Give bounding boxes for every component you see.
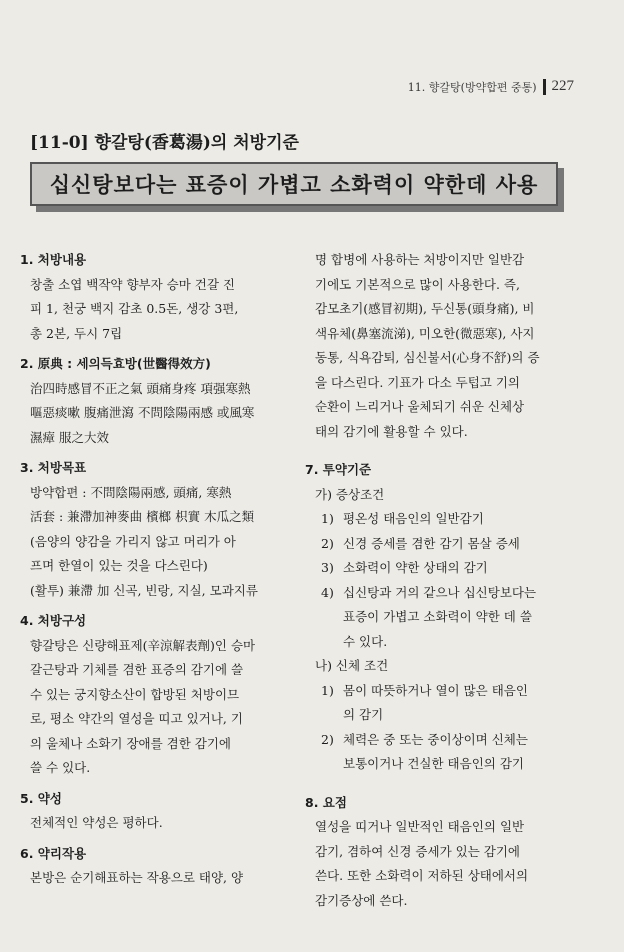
heading-dosage-criteria: 7. 투약기준 [305,462,372,477]
property-body: 전체적인 약성은 평하다. [30,815,163,830]
subheading-symptoms: 가) 증상조건 [315,486,385,502]
left-column [20,242,290,891]
section-title: [11-0] 향갈탕(香葛湯)의 처방기준 [30,133,299,153]
list-item: 4) 십신탕과 거의 같으나 십신탕보다는 표증이 가볍고 소화력이 약한 데 쓸 수 있다. [321,584,537,649]
list-item: 3) 소화력이 약한 상태의 감기 [321,560,488,575]
pharmacology-body: 본방은 순기해표하는 작용으로 태양, 양 [30,870,244,885]
banner-title: 십신탕보다는 표증이 가볍고 소화력이 약한데 사용 [30,162,558,206]
key-points-body: 열성을 띠거나 일반적인 태음인의 일반 감기, 겸하여 신경 증세가 있는 감기에 쓴다. 또한 소화력이 저하된 상태에서의 감기증상에 쓴다. [315,819,529,908]
heading-pharmacology: 6. 약리작용 [20,845,87,861]
divider-bar [543,79,546,95]
pharmacology-continued: 명 합병에 사용하는 처방이지만 일반감 기에도 기본적으로 많이 사용한다. 즉, 감모초기(感冒初期), 두신통(頭身痛), 비 색유체(鼻塞流涕), 미오한(微惡寒), 사지 동통, 식욕감퇴, 심신불서(心身不舒)의 증 을 다스린다. 기표가 다소 두텁고 기의 순환이 느리거나 울체되기 쉬운 신체상 태의 감기에 활용할 수 있다. [315,252,540,439]
heading-composition: 4. 처방구성 [20,613,87,628]
source-body: 治四時感冒不正之氣 頭痛身疼 項强寒熱 嘔惡痰嗽 腹痛泄瀉 不問陰陽兩感 或風寒 濕瘴 服之大效 [30,380,255,445]
composition-body: 향갈탕은 신량해표제(辛涼解表劑)인 승마 갈근탕과 기체를 겸한 표증의 감기에 쓸 수 있는 궁지향소산이 합방된 처방이므 로, 평소 약간의 열성을 띠고 있거나, 기 의 울체나 소화기 장애를 겸한 감기에 쓸 수 있다. [30,637,256,775]
chapter-label: 11. 향갈탕(방약합편 중통) [407,80,537,94]
body-condition-list [305,679,583,777]
heading-prescription: 1. 처방내용 [20,252,87,267]
list-item: 1) 평온성 태음인의 일반감기 [321,511,484,526]
page-number: 227 [551,78,574,94]
list-item: 2) 신경 증세를 겸한 감기 몸살 증세 [321,535,520,551]
heading-key-points: 8. 요점 [305,794,347,810]
prescription-body: 창출 소엽 백작약 향부자 승마 건갈 진 피 1, 천궁 백지 감초 0.5돈, 생강 3편, 총 2본, 두시 7립 [30,276,239,341]
subheading-body-condition: 나) 신체 조건 [315,658,389,673]
heading-property: 5. 약성 [20,790,62,806]
right-column [305,242,583,913]
symptom-list [305,507,583,654]
list-item: 2) 체력은 중 또는 중이상이며 신체는 보통이거나 건실한 태음인의 감기 [321,731,528,771]
list-item: 1) 몸이 따뜻하거나 열이 많은 태음인 의 감기 [321,682,528,722]
heading-goal: 3. 처방목표 [20,460,87,475]
goal-body: 방약합편 : 不問陰陽兩感, 頭痛, 寒熱 活套 : 兼滯加神麥曲 檳榔 枳實 木瓜之類 (음양의 양감을 가리지 않고 머리가 아 프며 한열이 있는 것을 다스린다) (활투) 兼滯 加 신곡, 빈랑, 지실, 모과지류 [30,484,258,598]
heading-source: 2. 原典 : 세의득효방(世醫得效方) [20,356,211,371]
running-head [408,78,574,95]
